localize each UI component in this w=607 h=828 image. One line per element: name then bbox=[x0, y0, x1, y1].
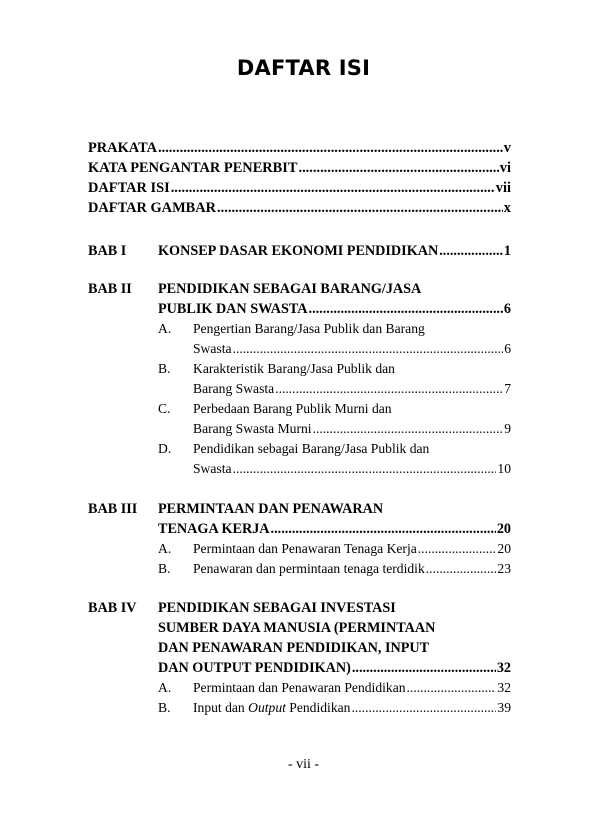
page-title: DAFTAR ISI bbox=[236, 56, 371, 80]
dot-leader bbox=[171, 178, 495, 198]
section-entry[interactable] bbox=[88, 698, 511, 718]
chapter-title: DAN PENAWARAN PENDIDIKAN, INPUT bbox=[158, 640, 430, 656]
section-entry[interactable] bbox=[88, 559, 511, 579]
toc-entry-kata-pengantar[interactable] bbox=[88, 158, 511, 178]
section-title: Pendidikan sebagai Barang/Jasa Publik dan bbox=[193, 441, 430, 456]
dot-leader bbox=[439, 241, 503, 261]
toc-entry-daftar-isi[interactable] bbox=[88, 178, 511, 198]
section-page: 6 bbox=[504, 341, 511, 356]
chapter-label: BAB II bbox=[88, 281, 132, 297]
dot-leader bbox=[275, 379, 503, 399]
section-title: Barang Swasta bbox=[193, 381, 275, 396]
section-page: 7 bbox=[504, 381, 511, 396]
section-letter: A. bbox=[158, 680, 172, 695]
dot-leader bbox=[271, 519, 496, 539]
dot-leader bbox=[418, 539, 497, 559]
toc-entry-label: DAFTAR GAMBAR bbox=[88, 200, 217, 216]
chapter-label: BAB I bbox=[88, 243, 127, 259]
section-entry-line[interactable] bbox=[88, 319, 511, 339]
chapter-sections bbox=[88, 319, 511, 479]
section-entry-line[interactable] bbox=[88, 439, 511, 459]
dot-leader bbox=[217, 198, 503, 218]
chapter-title: PUBLIK DAN SWASTA bbox=[158, 301, 308, 317]
chapter-title: TENAGA KERJA bbox=[158, 521, 270, 537]
chapter-heading[interactable] bbox=[88, 241, 511, 261]
section-title: Karakteristik Barang/Jasa Publik dan bbox=[193, 361, 395, 376]
dot-leader bbox=[309, 299, 503, 319]
chapter-page: 1 bbox=[503, 243, 511, 259]
toc-entry-label: KATA PENGANTAR PENERBIT bbox=[88, 160, 298, 176]
section-letter: A. bbox=[158, 541, 172, 556]
dot-leader bbox=[233, 339, 504, 359]
section-letter: C. bbox=[158, 401, 171, 416]
section-page: 10 bbox=[497, 461, 511, 476]
section-entry[interactable] bbox=[88, 678, 511, 698]
chapter-page: 6 bbox=[503, 301, 511, 317]
chapter-bab-i bbox=[88, 241, 511, 261]
toc-entry-page: v bbox=[503, 140, 511, 156]
chapter-title: DAN OUTPUT PENDIDIKAN) bbox=[158, 660, 351, 676]
chapter-label: BAB III bbox=[88, 501, 138, 517]
section-page: 32 bbox=[497, 680, 511, 695]
chapter-bab-iii bbox=[88, 499, 511, 579]
toc-entry-label: DAFTAR ISI bbox=[88, 180, 170, 196]
chapter-title: SUMBER DAYA MANUSIA (PERMINTAAN bbox=[158, 620, 436, 636]
section-entry-line[interactable] bbox=[88, 379, 511, 399]
chapter-heading-line[interactable] bbox=[88, 279, 511, 299]
section-page: 9 bbox=[504, 421, 511, 436]
chapter-heading-line[interactable] bbox=[88, 519, 511, 539]
section-letter: B. bbox=[158, 561, 171, 576]
chapter-sections bbox=[88, 539, 511, 579]
section-title: Pengertian Barang/Jasa Publik dan Barang bbox=[193, 321, 425, 336]
section-entry-line[interactable] bbox=[88, 399, 511, 419]
section-title: Permintaan dan Penawaran Pendidikan bbox=[193, 680, 406, 695]
chapter-heading-line[interactable] bbox=[88, 658, 511, 678]
section-letter: A. bbox=[158, 321, 172, 336]
section-title: Perbedaan Barang Publik Murni dan bbox=[193, 401, 392, 416]
chapter-sections bbox=[88, 678, 511, 718]
section-entry-line[interactable] bbox=[88, 359, 511, 379]
section-entry-line[interactable] bbox=[88, 419, 511, 439]
chapter-title: PENDIDIKAN SEBAGAI BARANG/JASA bbox=[158, 281, 422, 297]
chapter-label: BAB IV bbox=[88, 600, 137, 616]
dot-leader bbox=[158, 138, 503, 158]
chapter-heading-line[interactable] bbox=[88, 618, 511, 638]
section-title: Swasta bbox=[193, 341, 232, 356]
section-letter: B. bbox=[158, 361, 171, 376]
chapter-title: KONSEP DASAR EKONOMI PENDIDIKAN bbox=[158, 243, 439, 259]
chapter-title: PENDIDIKAN SEBAGAI INVESTASI bbox=[158, 600, 396, 616]
toc-entry-page: vi bbox=[499, 160, 511, 176]
section-letter: B. bbox=[158, 700, 171, 715]
toc-entry-prakata[interactable] bbox=[88, 138, 511, 158]
chapter-heading-line[interactable] bbox=[88, 638, 511, 658]
chapter-heading-line[interactable] bbox=[88, 499, 511, 519]
section-page: 39 bbox=[497, 700, 511, 715]
chapter-heading-line[interactable] bbox=[88, 598, 511, 618]
section-entry[interactable] bbox=[88, 539, 511, 559]
chapter-page: 20 bbox=[496, 521, 511, 537]
section-title: Swasta bbox=[193, 461, 232, 476]
chapter-heading-line[interactable] bbox=[88, 299, 511, 319]
toc-entry-page: x bbox=[503, 200, 511, 216]
section-title-italic: Output bbox=[248, 700, 286, 715]
dot-leader bbox=[233, 459, 497, 479]
section-title: Permintaan dan Penawaran Tenaga Kerja bbox=[193, 541, 417, 556]
section-title: Barang Swasta Murni bbox=[193, 421, 312, 436]
section-page: 23 bbox=[497, 561, 511, 576]
chapter-bab-ii bbox=[88, 279, 511, 479]
section-page: 20 bbox=[497, 541, 511, 556]
section-title-part: Input dan bbox=[193, 700, 249, 715]
dot-leader bbox=[426, 559, 497, 579]
dot-leader bbox=[298, 158, 498, 178]
page-number: - vii - bbox=[287, 757, 320, 772]
section-entry-line[interactable] bbox=[88, 339, 511, 359]
dot-leader bbox=[313, 419, 504, 439]
section-title bbox=[193, 698, 350, 718]
section-title: Penawaran dan permintaan tenaga terdidik bbox=[193, 561, 425, 576]
chapter-bab-iv bbox=[88, 598, 511, 718]
section-letter: D. bbox=[158, 441, 172, 456]
toc-entry-page: vii bbox=[495, 180, 511, 196]
dot-leader bbox=[351, 698, 496, 718]
chapter-title: PERMINTAAN DAN PENAWARAN bbox=[158, 501, 384, 517]
section-title-part: Pendidikan bbox=[285, 700, 351, 715]
dot-leader bbox=[352, 658, 496, 678]
front-matter bbox=[88, 138, 511, 218]
table-of-contents bbox=[88, 138, 511, 718]
section-entry-line[interactable] bbox=[88, 459, 511, 479]
toc-entry-daftar-gambar[interactable] bbox=[88, 198, 511, 218]
toc-entry-label: PRAKATA bbox=[88, 140, 158, 156]
chapter-page: 32 bbox=[496, 660, 511, 676]
dot-leader bbox=[407, 678, 497, 698]
